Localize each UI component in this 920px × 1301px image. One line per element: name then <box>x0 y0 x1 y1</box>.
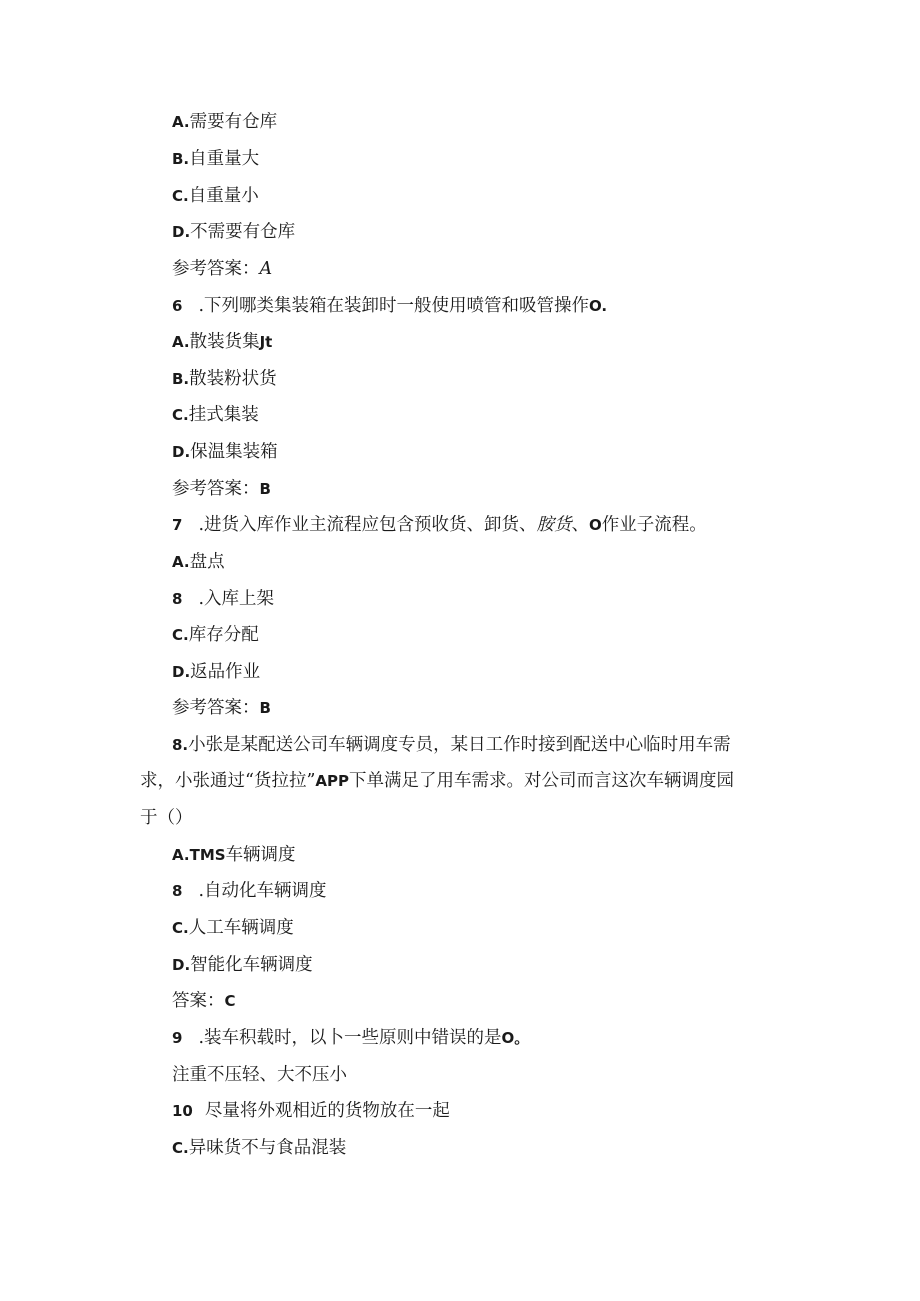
option-label: B. <box>172 370 190 388</box>
question-text: 小张是某配送公司车辆调度专员，某日工作时接到配送中心临时用车需 <box>188 735 731 755</box>
option-label: A. <box>172 333 190 351</box>
option-text: 保温集装箱 <box>190 442 278 462</box>
option-text: 散装粉状货 <box>189 369 277 389</box>
option-line <box>172 658 260 686</box>
option-label: C. <box>172 187 189 205</box>
option-label: A. <box>172 553 190 571</box>
answer-line <box>172 987 236 1015</box>
option-line <box>172 365 277 393</box>
question-separator: 、 <box>571 515 589 535</box>
option-label: D. <box>172 443 191 461</box>
option-text: 自重量大 <box>189 149 260 169</box>
question-text: 求，小张通过“货拉拉” <box>140 771 316 791</box>
question-tail: O. <box>589 297 608 315</box>
question-continuation <box>140 804 193 832</box>
option-text: 挂式集装 <box>188 405 259 425</box>
option-line <box>172 108 277 136</box>
option-line <box>172 841 296 869</box>
option-number: 8 <box>172 590 183 608</box>
answer-line <box>172 475 271 503</box>
option-text: .自动化车辆调度 <box>198 881 327 901</box>
option-text: 返品作业 <box>190 662 261 682</box>
option-line <box>172 621 259 649</box>
option-text: 库存分配 <box>188 625 259 645</box>
question-number: 6 <box>172 297 183 315</box>
option-text: 车辆调度 <box>225 845 296 865</box>
option-text: 智能化车辆调度 <box>190 955 313 975</box>
option-text: 盘点 <box>189 552 225 572</box>
question-text: .进货入库作业主流程应包含预收货、卸货、 <box>198 515 537 535</box>
question-line <box>172 292 607 320</box>
question-text: 于（） <box>140 808 193 828</box>
option-line <box>172 548 225 576</box>
option-number: 10 <box>172 1102 193 1120</box>
option-tail: Jt <box>259 333 273 351</box>
option-text: 尽量将外观相近的货物放在一起 <box>204 1101 450 1121</box>
option-line <box>172 438 278 466</box>
answer-prefix: 参考答案： <box>172 698 260 718</box>
option-label: C. <box>172 406 189 424</box>
option-text: 不需要有仓库 <box>190 222 296 242</box>
option-line <box>172 1097 450 1125</box>
option-line <box>172 1061 347 1089</box>
option-label: C. <box>172 919 189 937</box>
option-label: D. <box>172 956 191 974</box>
question-italic: 胺货 <box>536 515 572 535</box>
question-number: 9 <box>172 1029 183 1047</box>
question-blank: O <box>589 516 602 534</box>
option-label: A. <box>172 113 190 131</box>
question-tail: O。 <box>501 1029 530 1047</box>
option-line <box>172 218 295 246</box>
option-line <box>172 877 327 905</box>
option-number: 8 <box>172 882 183 900</box>
option-label: C. <box>172 626 189 644</box>
option-label: D. <box>172 223 191 241</box>
question-text: .下列哪类集装箱在装卸时一般使用喷管和吸管操作 <box>198 296 589 316</box>
answer-prefix: 答案： <box>172 991 225 1011</box>
option-line <box>172 401 259 429</box>
answer-line <box>172 694 271 722</box>
question-line <box>172 511 707 539</box>
option-label: B. <box>172 150 190 168</box>
option-line <box>172 145 259 173</box>
answer-value: B <box>259 699 271 717</box>
question-line <box>172 731 731 759</box>
option-text: 散装货集 <box>189 332 260 352</box>
option-line <box>172 585 274 613</box>
option-text: 异味货不与食品混装 <box>188 1138 347 1158</box>
option-line <box>172 182 259 210</box>
option-text: 自重量小 <box>188 186 259 206</box>
option-text: 注重不压轻、大不压小 <box>172 1065 347 1085</box>
answer-line <box>172 255 272 283</box>
option-label: D. <box>172 663 191 681</box>
question-continuation <box>140 767 734 795</box>
app-label: APP <box>315 772 350 790</box>
question-tail: 作业子流程。 <box>601 515 707 535</box>
answer-value: C <box>224 992 236 1010</box>
option-label: A.TMS <box>172 846 226 864</box>
option-line <box>172 914 294 942</box>
answer-prefix: 参考答案： <box>172 479 260 499</box>
option-text: 需要有仓库 <box>189 112 278 132</box>
answer-prefix: 参考答案： <box>172 259 260 279</box>
question-number: 8. <box>172 736 189 754</box>
question-text: .装车积载时，以卜一些原则中错误的是 <box>198 1028 502 1048</box>
option-text: 人工车辆调度 <box>188 918 294 938</box>
option-line <box>172 951 313 979</box>
question-number: 7 <box>172 516 183 534</box>
option-text: .入库上架 <box>198 589 274 609</box>
option-line <box>172 328 272 356</box>
question-line <box>172 1024 529 1052</box>
option-line <box>172 1134 346 1162</box>
question-tail: 下单满足了用车需求。对公司而言这次车辆调度园 <box>349 771 735 791</box>
option-label: C. <box>172 1139 189 1157</box>
answer-value: B <box>259 480 271 498</box>
answer-value: A <box>259 259 273 279</box>
